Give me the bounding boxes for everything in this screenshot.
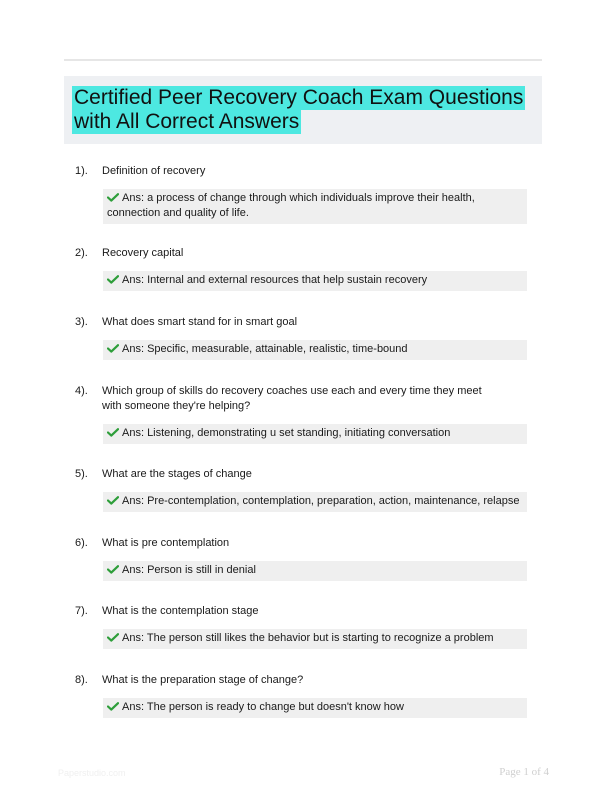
answer-box xyxy=(103,698,527,718)
question-text: What is the contemplation stage xyxy=(102,605,259,617)
answer-text: Ans: Internal and external resources that help sustain recovery xyxy=(122,274,428,286)
question-number: 3). xyxy=(75,316,88,328)
answer-box xyxy=(103,561,527,581)
question-item xyxy=(64,604,527,649)
title-box xyxy=(64,76,542,144)
question-text: Definition of recovery xyxy=(102,165,206,177)
check-icon xyxy=(107,428,119,437)
question-text: Recovery capital xyxy=(102,247,184,259)
question-number: 8). xyxy=(75,674,88,686)
question-item xyxy=(64,315,527,360)
check-icon xyxy=(107,344,119,353)
question-item xyxy=(64,246,527,291)
question-item xyxy=(64,536,527,581)
answer-text: Ans: Pre-contemplation, contemplation, preparation, action, maintenance, relapse xyxy=(122,495,520,507)
check-icon xyxy=(107,275,119,284)
answer-text: Ans: Person is still in denial xyxy=(122,564,256,576)
answer-box xyxy=(103,340,527,360)
question-number: 4). xyxy=(75,385,88,397)
question-item xyxy=(64,467,527,512)
title-line-2: with All Correct Answers xyxy=(74,110,300,133)
answer-box xyxy=(103,271,527,291)
answer-text: Ans: Listening, demonstrating u set standing, initiating conversation xyxy=(122,427,451,439)
question-item xyxy=(64,384,527,444)
question-text: What are the stages of change xyxy=(102,468,252,480)
question-text: What is pre contemplation xyxy=(102,537,230,549)
question-text: What does smart stand for in smart goal xyxy=(102,316,298,328)
question-text: Which group of skills do recovery coaches use each and every time they meet with someone they're helping? xyxy=(102,385,482,412)
check-icon xyxy=(107,633,119,642)
check-icon xyxy=(107,702,119,711)
page-number: Page 1 of 4 xyxy=(499,766,549,778)
question-number: 5). xyxy=(75,468,88,480)
answer-text: Ans: The person is ready to change but doesn't know how xyxy=(122,701,404,713)
question-number: 6). xyxy=(75,537,88,549)
question-text: What is the preparation stage of change? xyxy=(102,674,304,686)
title-line-1: Certified Peer Recovery Coach Exam Questions xyxy=(74,86,524,109)
answer-box xyxy=(103,492,527,512)
answer-text: Ans: a process of change through which individuals improve their health, connection and quality of life. xyxy=(107,192,475,219)
check-icon xyxy=(107,565,119,574)
question-item xyxy=(64,673,527,718)
answer-box xyxy=(103,189,527,224)
answer-box xyxy=(103,629,527,649)
answer-box xyxy=(103,424,527,444)
question-item xyxy=(64,164,527,224)
check-icon xyxy=(107,496,119,505)
answer-text: Ans: Specific, measurable, attainable, realistic, time-bound xyxy=(122,343,408,355)
question-number: 7). xyxy=(75,605,88,617)
question-number: 2). xyxy=(75,247,88,259)
top-rule xyxy=(64,59,542,61)
page-title xyxy=(72,86,534,134)
check-icon xyxy=(107,193,119,202)
question-number: 1). xyxy=(75,165,88,177)
footer-watermark: Paperstudio.com xyxy=(58,768,126,778)
answer-text: Ans: The person still likes the behavior but is starting to recognize a problem xyxy=(122,632,494,644)
